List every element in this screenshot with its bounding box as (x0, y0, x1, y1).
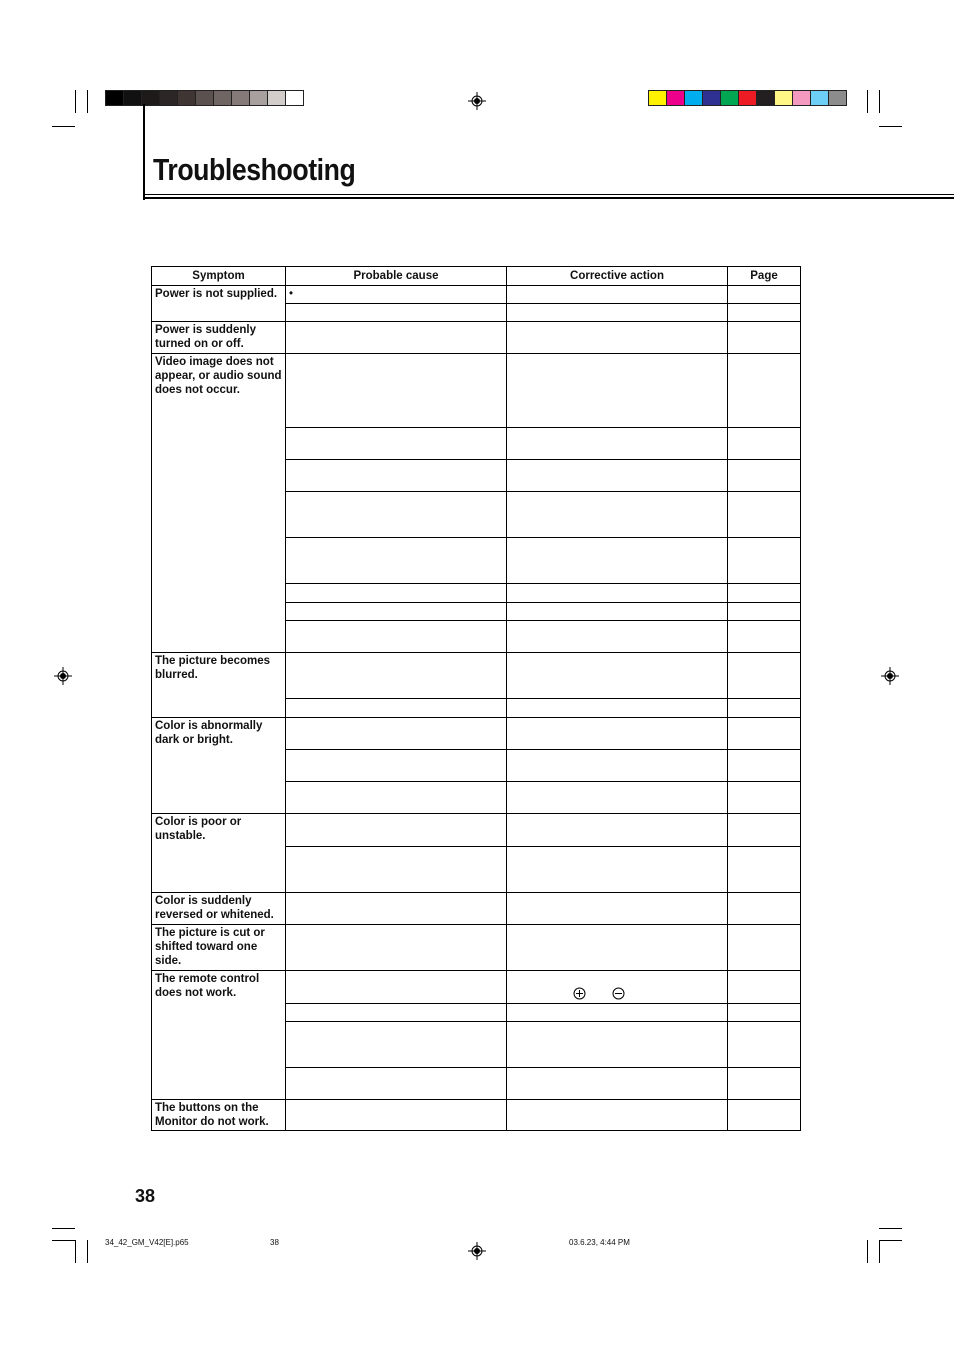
color-swatch (774, 90, 793, 106)
page-cell (728, 1022, 801, 1068)
color-swatch (123, 90, 142, 106)
color-swatch (810, 90, 829, 106)
cause-cell (286, 286, 507, 304)
cause-cell (286, 538, 507, 584)
page-cell (728, 699, 801, 718)
page-cell (728, 603, 801, 621)
symptom-cell: Power is not supplied. (152, 286, 286, 322)
page-cell (728, 750, 801, 782)
symptom-cell: The buttons on the Monitor do not work. (152, 1100, 286, 1131)
cause-cell (286, 354, 507, 428)
table-row (152, 286, 801, 304)
page-cell (728, 1004, 801, 1022)
crop-mark (52, 126, 75, 127)
page-cell (728, 584, 801, 603)
color-swatch (249, 90, 268, 106)
action-cell (507, 782, 728, 814)
table-row (152, 653, 801, 699)
action-cell (507, 286, 728, 304)
cause-cell (286, 428, 507, 460)
troubleshooting-table (151, 266, 801, 1131)
cause-cell (286, 718, 507, 750)
crop-mark (879, 90, 880, 113)
page-cell (728, 718, 801, 750)
footer-filename: 34_42_GM_V42[E].p65 (105, 1238, 189, 1247)
color-swatch (195, 90, 214, 106)
cause-cell (286, 1100, 507, 1131)
action-cell (507, 750, 728, 782)
page-cell (728, 925, 801, 971)
action-cell (507, 354, 728, 428)
symptom-cell: Video image does not appear, or audio sound does not occur. (152, 354, 286, 653)
cause-cell (286, 925, 507, 971)
symptom-cell: Color is abnormally dark or bright. (152, 718, 286, 814)
cause-cell (286, 847, 507, 893)
battery-plus-icon (573, 987, 586, 1000)
crop-mark (87, 1240, 88, 1263)
symptom-cell: Power is suddenly turned on or off. (152, 322, 286, 354)
page-cell (728, 782, 801, 814)
action-cell (507, 1068, 728, 1100)
crop-mark (879, 1240, 902, 1241)
action-cell (507, 621, 728, 653)
cause-cell (286, 492, 507, 538)
cause-cell (286, 1068, 507, 1100)
cause-cell (286, 971, 507, 1004)
page-cell (728, 492, 801, 538)
crop-mark (52, 1240, 75, 1241)
title-rule-thin (143, 194, 954, 195)
crop-mark (867, 90, 868, 113)
action-cell (507, 847, 728, 893)
color-swatch (828, 90, 847, 106)
action-cell (507, 428, 728, 460)
action-cell (507, 304, 728, 322)
page-cell (728, 653, 801, 699)
crop-mark (879, 1228, 902, 1229)
crop-mark (87, 90, 88, 113)
header-probable-cause: Probable cause (286, 267, 507, 286)
cause-cell (286, 699, 507, 718)
page-cell (728, 322, 801, 354)
footer-timestamp: 03.6.23, 4:44 PM (569, 1238, 630, 1247)
color-swatch (756, 90, 775, 106)
table-header-row (152, 267, 801, 286)
color-swatch (213, 90, 232, 106)
battery-minus-icon (612, 987, 625, 1000)
symptom-cell: The picture becomes blurred. (152, 653, 286, 718)
title-rule-thick (143, 197, 954, 199)
action-cell (507, 718, 728, 750)
symptom-cell: Color is poor or unstable. (152, 814, 286, 893)
title-rule-vertical (143, 104, 145, 200)
crop-mark (75, 90, 76, 113)
color-swatch (792, 90, 811, 106)
action-cell (507, 814, 728, 847)
cause-cell (286, 460, 507, 492)
color-swatch (720, 90, 739, 106)
page-cell (728, 1100, 801, 1131)
cause-cell (286, 621, 507, 653)
page-title: Troubleshooting (153, 152, 356, 187)
action-cell (507, 1022, 728, 1068)
crop-mark (867, 1240, 868, 1263)
cause-cell (286, 322, 507, 354)
action-cell (507, 925, 728, 971)
table-row (152, 925, 801, 971)
page-cell (728, 286, 801, 304)
action-cell (507, 653, 728, 699)
registration-mark-icon (881, 667, 899, 685)
page-cell (728, 893, 801, 925)
footer-page: 38 (270, 1238, 279, 1247)
registration-mark-icon (468, 92, 486, 110)
cause-cell (286, 893, 507, 925)
action-cell (507, 893, 728, 925)
cause-cell (286, 782, 507, 814)
header-page: Page (728, 267, 801, 286)
cause-cell (286, 304, 507, 322)
color-swatch (648, 90, 667, 106)
crop-mark (52, 1228, 75, 1229)
page-cell (728, 621, 801, 653)
color-swatch (666, 90, 685, 106)
table-row (152, 354, 801, 428)
color-swatch (738, 90, 757, 106)
action-cell (507, 1100, 728, 1131)
cause-cell (286, 1004, 507, 1022)
registration-mark-icon (468, 1242, 486, 1260)
color-swatch (159, 90, 178, 106)
cause-cell (286, 814, 507, 847)
table-row (152, 893, 801, 925)
table-row (152, 971, 801, 1004)
action-cell (507, 322, 728, 354)
page-cell (728, 538, 801, 584)
cause-cell (286, 603, 507, 621)
table-row (152, 718, 801, 750)
page-cell (728, 971, 801, 1004)
page-cell (728, 354, 801, 428)
table-row (152, 814, 801, 847)
page-cell (728, 460, 801, 492)
page-cell (728, 1068, 801, 1100)
cause-cell (286, 750, 507, 782)
symptom-cell: Color is suddenly reversed or whitened. (152, 893, 286, 925)
table-row (152, 1100, 801, 1131)
registration-mark-icon (54, 667, 72, 685)
page-cell (728, 814, 801, 847)
header-corrective-action: Corrective action (507, 267, 728, 286)
color-swatch (177, 90, 196, 106)
color-swatch (285, 90, 304, 106)
crop-mark (879, 126, 902, 127)
action-cell (507, 492, 728, 538)
color-swatch (105, 90, 124, 106)
crop-mark (75, 1240, 76, 1263)
page-cell (728, 304, 801, 322)
action-cell (507, 699, 728, 718)
header-symptom: Symptom (152, 267, 286, 286)
action-cell (507, 1004, 728, 1022)
action-cell (507, 971, 728, 1004)
symptom-cell: The remote control does not work. (152, 971, 286, 1100)
page-cell (728, 847, 801, 893)
page-number: 38 (135, 1186, 156, 1206)
action-cell (507, 603, 728, 621)
color-swatch (684, 90, 703, 106)
action-cell (507, 460, 728, 492)
page-cell (728, 428, 801, 460)
color-swatch (267, 90, 286, 106)
action-cell (507, 538, 728, 584)
cause-cell (286, 1022, 507, 1068)
table-row (152, 322, 801, 354)
crop-mark (879, 1240, 880, 1263)
symptom-cell: The picture is cut or shifted toward one side. (152, 925, 286, 971)
color-swatch (702, 90, 721, 106)
cause-cell (286, 584, 507, 603)
cause-cell (286, 653, 507, 699)
bullet: • (289, 288, 294, 300)
color-swatch (231, 90, 250, 106)
action-cell (507, 584, 728, 603)
